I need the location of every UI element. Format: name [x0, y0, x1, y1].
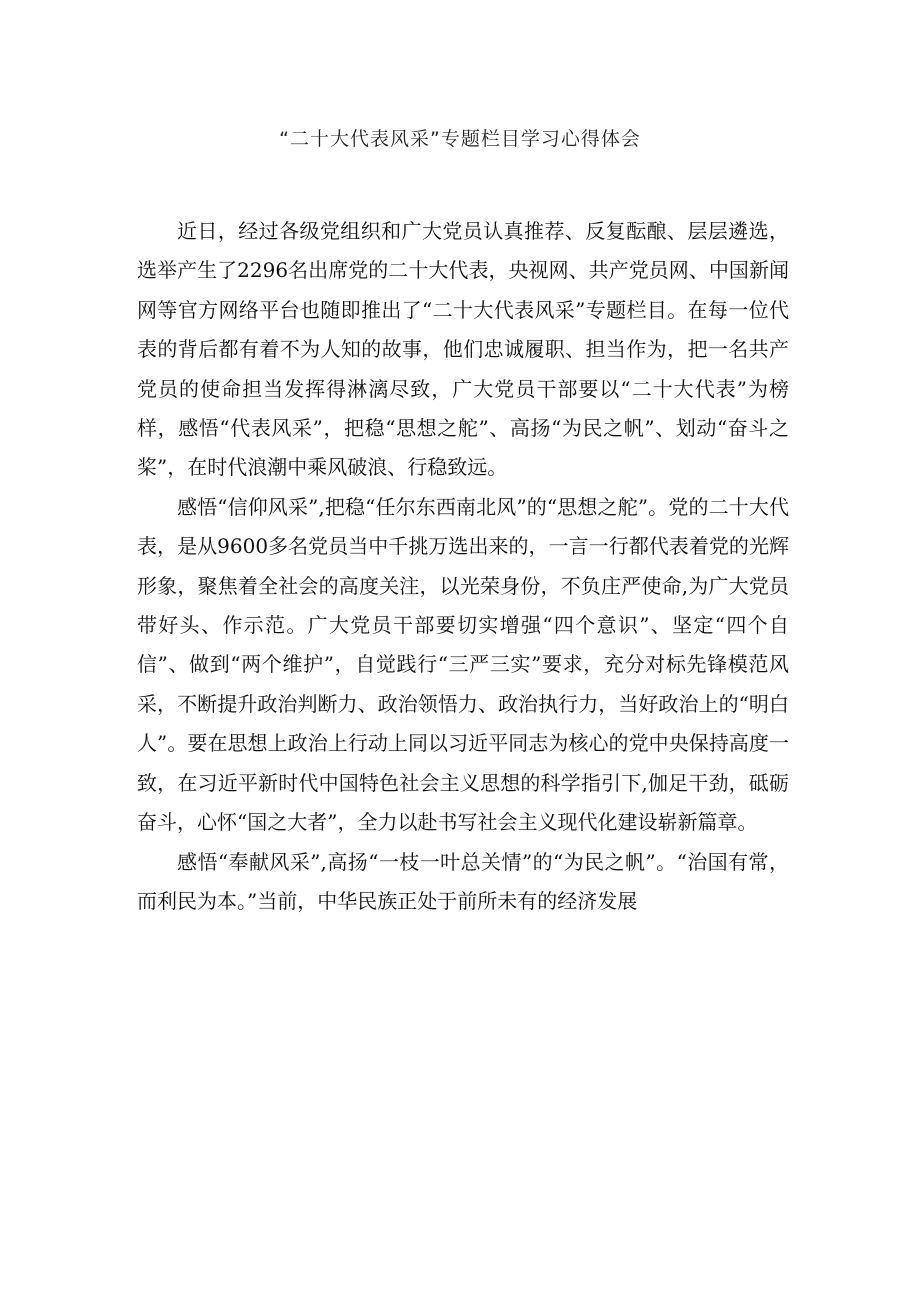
document-body: [137, 212, 789, 921]
document-title: “二十大代表风采”专题栏目学习心得体会: [279, 128, 641, 150]
paragraph-intro: 近日，经过各级党组织和广大党员认真推荐、反复酝酿、层层遴选，选举产生了2296名出席党的二十大代表，央视网、共产党员网、中国新闻网等官方网络平台也随即推出了“二十大代表风采”专题栏目。在每一位代表的背后都有着不为人知的故事，他们忠诚履职、担当作为，把一名共产党员的使命担当发挥得淋漓尽致，广大党员干部要以“二十大代表”为榜样，感悟“代表风采”，把稳“思想之舵”、高扬“为民之帆”、划动“奋斗之桨”，在时代浪潮中乘风破浪、行稳致远。: [137, 219, 789, 480]
paragraph-dedication: 感悟“奉献风采”,高扬“一枝一叶总关情”的“为民之帆”。“治国有常，而利民为本。”当前，中华民族正处于前所未有的经济发展: [137, 849, 789, 913]
paragraph-faith: 感悟“信仰风采”,把稳“任尔东西南北风”的“思想之舵”。党的二十大代表，是从9600多名党员当中千挑万选出来的，一言一行都代表着党的光辉形象，聚焦着全社会的高度关注，以光荣身份，不负庄严使命,为广大党员带好头、作示范。广大党员干部要切实增强“四个意识”、坚定“四个自信”、做到“两个维护”，自觉践行“三严三实”要求，充分对标先锋模范风采，不断提升政治判断力、政治领悟力、政治执行力，当好政治上的“明白人”。要在思想上政治上行动上同以习近平同志为核心的党中央保持高度一致，在习近平新时代中国特色社会主义思想的科学指引下,伽足干劲，砥砺奋斗，心怀“国之大者”，全力以赴书写社会主义现代化建设崭新篇章。: [137, 494, 789, 835]
